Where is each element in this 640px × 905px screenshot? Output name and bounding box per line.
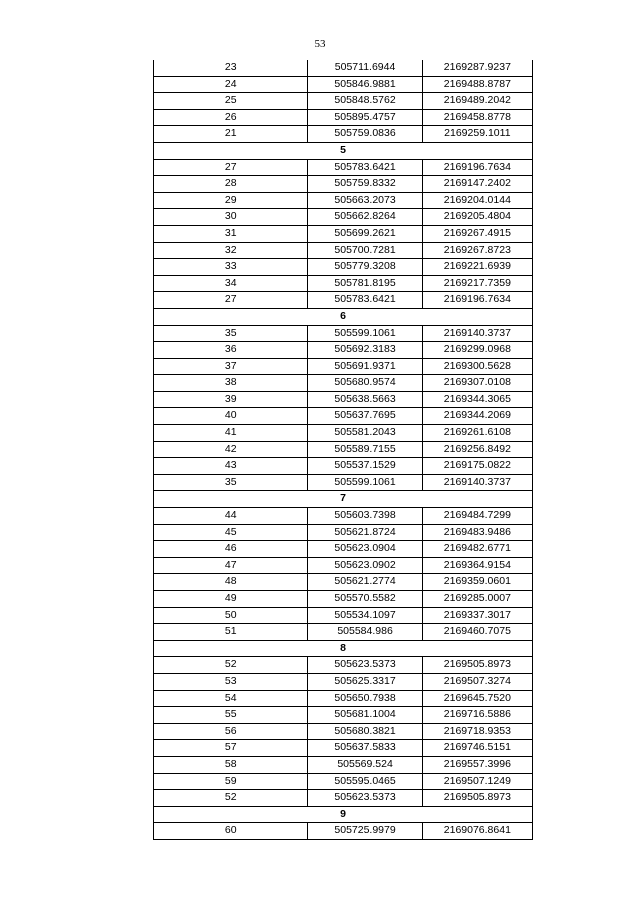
section-label: 5	[154, 142, 533, 159]
table-row	[154, 242, 533, 259]
point-number-cell: 47	[154, 557, 308, 574]
table-row	[154, 591, 533, 608]
table-row	[154, 524, 533, 541]
x-coordinate-cell: 505725.9979	[308, 823, 422, 840]
table-row	[154, 60, 533, 76]
x-coordinate-cell: 505637.5833	[308, 740, 422, 757]
point-number-cell: 44	[154, 508, 308, 525]
table-body	[154, 60, 533, 839]
y-coordinate-cell: 2169261.6108	[422, 425, 532, 442]
y-coordinate-cell: 2169205.4804	[422, 209, 532, 226]
x-coordinate-cell: 505662.8264	[308, 209, 422, 226]
table-row	[154, 126, 533, 143]
table-row	[154, 109, 533, 126]
x-coordinate-cell: 505680.9574	[308, 375, 422, 392]
table-row	[154, 508, 533, 525]
table-row	[154, 673, 533, 690]
y-coordinate-cell: 2169300.5628	[422, 358, 532, 375]
x-coordinate-cell: 505625.3317	[308, 673, 422, 690]
point-number-cell: 39	[154, 391, 308, 408]
x-coordinate-cell: 505537.1529	[308, 458, 422, 475]
x-coordinate-cell: 505779.3208	[308, 259, 422, 276]
point-number-cell: 33	[154, 259, 308, 276]
table-row	[154, 159, 533, 176]
table-row	[154, 574, 533, 591]
x-coordinate-cell: 505699.2621	[308, 225, 422, 242]
table-row	[154, 408, 533, 425]
point-number-cell: 46	[154, 541, 308, 558]
x-coordinate-cell: 505759.8332	[308, 176, 422, 193]
point-number-cell: 58	[154, 756, 308, 773]
table-row	[154, 823, 533, 840]
x-coordinate-cell: 505599.1061	[308, 325, 422, 342]
section-label: 6	[154, 308, 533, 325]
x-coordinate-cell: 505570.5582	[308, 591, 422, 608]
point-number-cell: 25	[154, 93, 308, 110]
y-coordinate-cell: 2169359.0601	[422, 574, 532, 591]
x-coordinate-cell: 505781.8195	[308, 275, 422, 292]
point-number-cell: 37	[154, 358, 308, 375]
table-row	[154, 342, 533, 359]
point-number-cell: 43	[154, 458, 308, 475]
point-number-cell: 31	[154, 225, 308, 242]
x-coordinate-cell: 505681.1004	[308, 707, 422, 724]
point-number-cell: 23	[154, 60, 308, 76]
x-coordinate-cell: 505759.0836	[308, 126, 422, 143]
x-coordinate-cell: 505603.7398	[308, 508, 422, 525]
y-coordinate-cell: 2169140.3737	[422, 474, 532, 491]
table-row	[154, 557, 533, 574]
coordinates-table	[153, 60, 533, 840]
table-row	[154, 209, 533, 226]
point-number-cell: 26	[154, 109, 308, 126]
y-coordinate-cell: 2169482.6771	[422, 541, 532, 558]
table-row	[154, 773, 533, 790]
y-coordinate-cell: 2169221.6939	[422, 259, 532, 276]
table-row	[154, 192, 533, 209]
point-number-cell: 54	[154, 690, 308, 707]
x-coordinate-cell: 505846.9881	[308, 76, 422, 93]
x-coordinate-cell: 505599.1061	[308, 474, 422, 491]
x-coordinate-cell: 505623.5373	[308, 657, 422, 674]
x-coordinate-cell: 505637.7695	[308, 408, 422, 425]
point-number-cell: 45	[154, 524, 308, 541]
point-number-cell: 29	[154, 192, 308, 209]
x-coordinate-cell: 505700.7281	[308, 242, 422, 259]
point-number-cell: 55	[154, 707, 308, 724]
point-number-cell: 35	[154, 474, 308, 491]
table-row	[154, 541, 533, 558]
y-coordinate-cell: 2169645.7520	[422, 690, 532, 707]
y-coordinate-cell: 2169217.7359	[422, 275, 532, 292]
table-row	[154, 723, 533, 740]
x-coordinate-cell: 505569.524	[308, 756, 422, 773]
table-row	[154, 707, 533, 724]
y-coordinate-cell: 2169746.5151	[422, 740, 532, 757]
x-coordinate-cell: 505848.5762	[308, 93, 422, 110]
point-number-cell: 32	[154, 242, 308, 259]
section-header-row	[154, 640, 533, 657]
table-row	[154, 176, 533, 193]
y-coordinate-cell: 2169344.3065	[422, 391, 532, 408]
y-coordinate-cell: 2169147.2402	[422, 176, 532, 193]
y-coordinate-cell: 2169204.0144	[422, 192, 532, 209]
point-number-cell: 49	[154, 591, 308, 608]
table-row	[154, 93, 533, 110]
y-coordinate-cell: 2169484.7299	[422, 508, 532, 525]
y-coordinate-cell: 2169507.3274	[422, 673, 532, 690]
point-number-cell: 52	[154, 790, 308, 807]
point-number-cell: 35	[154, 325, 308, 342]
y-coordinate-cell: 2169196.7634	[422, 292, 532, 309]
y-coordinate-cell: 2169716.5886	[422, 707, 532, 724]
table-row	[154, 292, 533, 309]
x-coordinate-cell: 505650.7938	[308, 690, 422, 707]
point-number-cell: 36	[154, 342, 308, 359]
y-coordinate-cell: 2169267.8723	[422, 242, 532, 259]
table-row	[154, 275, 533, 292]
table-row	[154, 790, 533, 807]
section-header-row	[154, 142, 533, 159]
table-row	[154, 76, 533, 93]
point-number-cell: 28	[154, 176, 308, 193]
point-number-cell: 60	[154, 823, 308, 840]
page-number: 53	[314, 38, 326, 50]
section-header-row	[154, 491, 533, 508]
y-coordinate-cell: 2169076.8641	[422, 823, 532, 840]
table-row	[154, 425, 533, 442]
y-coordinate-cell: 2169285.0007	[422, 591, 532, 608]
section-label: 7	[154, 491, 533, 508]
point-number-cell: 34	[154, 275, 308, 292]
table-row	[154, 690, 533, 707]
table-row	[154, 225, 533, 242]
y-coordinate-cell: 2169458.8778	[422, 109, 532, 126]
x-coordinate-cell: 505623.0902	[308, 557, 422, 574]
table-row	[154, 259, 533, 276]
table-row	[154, 624, 533, 641]
y-coordinate-cell: 2169175.0822	[422, 458, 532, 475]
table-row	[154, 740, 533, 757]
point-number-cell: 56	[154, 723, 308, 740]
point-number-cell: 48	[154, 574, 308, 591]
point-number-cell: 41	[154, 425, 308, 442]
y-coordinate-cell: 2169505.8973	[422, 657, 532, 674]
x-coordinate-cell: 505623.0904	[308, 541, 422, 558]
section-header-row	[154, 806, 533, 823]
point-number-cell: 27	[154, 159, 308, 176]
y-coordinate-cell: 2169287.9237	[422, 60, 532, 76]
table-row	[154, 375, 533, 392]
table-row	[154, 756, 533, 773]
point-number-cell: 38	[154, 375, 308, 392]
point-number-cell: 52	[154, 657, 308, 674]
x-coordinate-cell: 505783.6421	[308, 292, 422, 309]
y-coordinate-cell: 2169337.3017	[422, 607, 532, 624]
table-row	[154, 458, 533, 475]
x-coordinate-cell: 505895.4757	[308, 109, 422, 126]
y-coordinate-cell: 2169718.9353	[422, 723, 532, 740]
x-coordinate-cell: 505595.0465	[308, 773, 422, 790]
y-coordinate-cell: 2169344.2069	[422, 408, 532, 425]
x-coordinate-cell: 505584.986	[308, 624, 422, 641]
y-coordinate-cell: 2169488.8787	[422, 76, 532, 93]
y-coordinate-cell: 2169489.2042	[422, 93, 532, 110]
point-number-cell: 21	[154, 126, 308, 143]
x-coordinate-cell: 505621.8724	[308, 524, 422, 541]
x-coordinate-cell: 505711.6944	[308, 60, 422, 76]
section-label: 9	[154, 806, 533, 823]
table-row	[154, 441, 533, 458]
section-label: 8	[154, 640, 533, 657]
y-coordinate-cell: 2169140.3737	[422, 325, 532, 342]
table-row	[154, 474, 533, 491]
y-coordinate-cell: 2169299.0968	[422, 342, 532, 359]
y-coordinate-cell: 2169256.8492	[422, 441, 532, 458]
y-coordinate-cell: 2169364.9154	[422, 557, 532, 574]
point-number-cell: 40	[154, 408, 308, 425]
y-coordinate-cell: 2169505.8973	[422, 790, 532, 807]
point-number-cell: 50	[154, 607, 308, 624]
x-coordinate-cell: 505638.5663	[308, 391, 422, 408]
y-coordinate-cell: 2169460.7075	[422, 624, 532, 641]
x-coordinate-cell: 505534.1097	[308, 607, 422, 624]
y-coordinate-cell: 2169557.3996	[422, 756, 532, 773]
table-row	[154, 358, 533, 375]
point-number-cell: 27	[154, 292, 308, 309]
table-row	[154, 391, 533, 408]
x-coordinate-cell: 505680.3821	[308, 723, 422, 740]
y-coordinate-cell: 2169259.1011	[422, 126, 532, 143]
y-coordinate-cell: 2169483.9486	[422, 524, 532, 541]
table-row	[154, 325, 533, 342]
x-coordinate-cell: 505663.2073	[308, 192, 422, 209]
table-row	[154, 607, 533, 624]
x-coordinate-cell: 505589.7155	[308, 441, 422, 458]
x-coordinate-cell: 505581.2043	[308, 425, 422, 442]
y-coordinate-cell: 2169267.4915	[422, 225, 532, 242]
x-coordinate-cell: 505783.6421	[308, 159, 422, 176]
y-coordinate-cell: 2169307.0108	[422, 375, 532, 392]
point-number-cell: 42	[154, 441, 308, 458]
point-number-cell: 57	[154, 740, 308, 757]
x-coordinate-cell: 505691.9371	[308, 358, 422, 375]
point-number-cell: 24	[154, 76, 308, 93]
x-coordinate-cell: 505623.5373	[308, 790, 422, 807]
table-row	[154, 657, 533, 674]
point-number-cell: 30	[154, 209, 308, 226]
y-coordinate-cell: 2169196.7634	[422, 159, 532, 176]
x-coordinate-cell: 505692.3183	[308, 342, 422, 359]
x-coordinate-cell: 505621.2774	[308, 574, 422, 591]
y-coordinate-cell: 2169507.1249	[422, 773, 532, 790]
point-number-cell: 51	[154, 624, 308, 641]
section-header-row	[154, 308, 533, 325]
point-number-cell: 53	[154, 673, 308, 690]
point-number-cell: 59	[154, 773, 308, 790]
